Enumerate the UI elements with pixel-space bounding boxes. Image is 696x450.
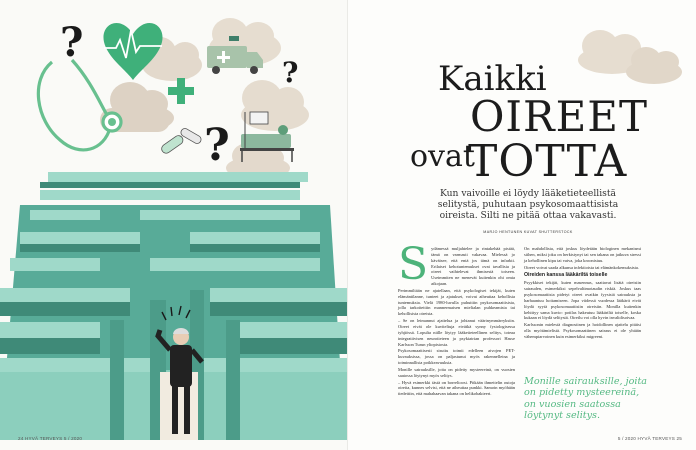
body-paragraph: On mahdollista, että joskus löydetään biologinen mekanismi siihen, miksi joku on herkistynyt tai sen takana on jatkuva stressi ja kehollinen kipu tai vaiva, joka kroonistuu. [524, 246, 641, 263]
svg-text:?: ? [204, 120, 230, 171]
pull-quote: Monille sairauksille, joita on pidetty mysteereinä, on vuosien saatossa löytynyt selitys. [524, 376, 648, 422]
title-line-2: OIREET [470, 92, 648, 141]
body-column-1 [398, 239, 515, 398]
title-line-4: TOTTA [468, 136, 628, 187]
body-paragraph: – Hyvä esimerkki tästä on borrelioosi. Pitkään ihmettelin outoja oireita, kunnes selvisi, että ne aiheuttaa punkki. Samoin myöhään tiedettiin, että mahahaavan takana on helikobakteeri. [398, 379, 515, 397]
title-line-1: Kaikki [438, 59, 547, 99]
title-line-3: ovat [410, 139, 475, 174]
svg-text:?: ? [282, 56, 299, 89]
cloud-icon [626, 47, 682, 84]
folio-left: 24 HYVÄ TERVEYS 5 / 2020 [18, 436, 83, 441]
plus-cross-icon [168, 78, 194, 104]
body-paragraph: – Se on leimannut ajattelua ja johtanut väärinymmärryksiin. Oireet eivät ole kuviteltuja eivätkä synny fysiologisessa tyhjiössä. Lopulta niille löytyy lääketieteellinen selitys, toteaa integratiivisen neurotieteen ja psykiatrian professori Hasse Karlsson Turun yliopistosta. [398, 318, 515, 347]
body-paragraph: Perimmiltään ne ajatellaan, että psykologiset tekijät, kuten elämäntilanne, tunteet ja ajatukset, voivat aiheuttaa kehollisia tuntemuksia. Vielä 1980-luvulla puhuttiin psykosomaattisista, jolla tarkoitettiin mannermaisen mielialan puhkeamista tai kehollisista oireista. [398, 287, 515, 317]
drop-cap: S [398, 239, 429, 290]
body-paragraph: Psyykkiset tekijät, kuten masennus, saattavat lisätä oireisiin sairauden, esimerkiksi sepelvaltimotaudin riskiä. Joskus taas psykosomaattisia pidetyt oireet ovatkin fyysisiä sairauksia ja harhaantuu hoitamiseen. Jopa viidessä vuodessa lääkärit eivät löydä syytä psykosomaattisiin oireisiin. Monilla kuitenkin kehittyy sama kuvio: potilas hakeutuu lääkäriltä toiselle, koska kukaan ei löydä selitystä. Oireilu voi olla hyvin invalidisoivaa. [524, 280, 641, 321]
body-paragraph: Sydämessä muljahtelee ja rintakehää pistää, tämä on varmasti vakavaa. Mielessä jo käväisee, että entä jos tämä on infarkti. Erilaiset kehotuntemukset ovat tavallisia ja oireet vaihtelevat ihmisestä toiseen. Useimmiten ne menevät kuitenkin ohi omia aikojaan. [398, 239, 515, 290]
folio-right: 5 / 2020 HYVÄ TERVEYS 25 [617, 436, 682, 441]
subheading: Oireiden kanssa lääkäriltä toiselle [524, 272, 608, 279]
svg-text:?: ? [60, 19, 84, 66]
body-paragraph: Karlssonin mielestä diagnostinen ja hoidollinen ajattelu pitäisi olla myötämielistä. Psykosomaattinen sairaus ei ole yhtään vähempiarvoinen kuin esimerkiksi migreeni. [524, 322, 641, 339]
lead-paragraph: Kun vaivoille ei löydy lääketieteellistä selitystä, puhutaan psykosomaattisista oireista. Silti ne pitää ottaa vakavasti. [437, 188, 619, 222]
body-column-2 [524, 246, 641, 341]
body-paragraph: Oireet voivat saada alkunsa infektioista tai elämänkokemuksista. [524, 264, 639, 270]
pills-icon [160, 127, 203, 155]
byline: MARJO HENTUNEN KUVAT SHUTTERSTOCK [483, 230, 573, 234]
body-paragraph: Psykosomaattisesti sisuttu toimii edelleen aivojen PET-kuvauksissa, jossa on paljastunut myös rakennelleina ja toiminnallisia poikkeavuuksia. [398, 348, 515, 366]
body-paragraph: Monille sairauksille, joita on pidetty mysteereinä, on vuosien saatossa löytynyt myös selitys. [398, 366, 515, 378]
stethoscope-icon [38, 60, 121, 150]
